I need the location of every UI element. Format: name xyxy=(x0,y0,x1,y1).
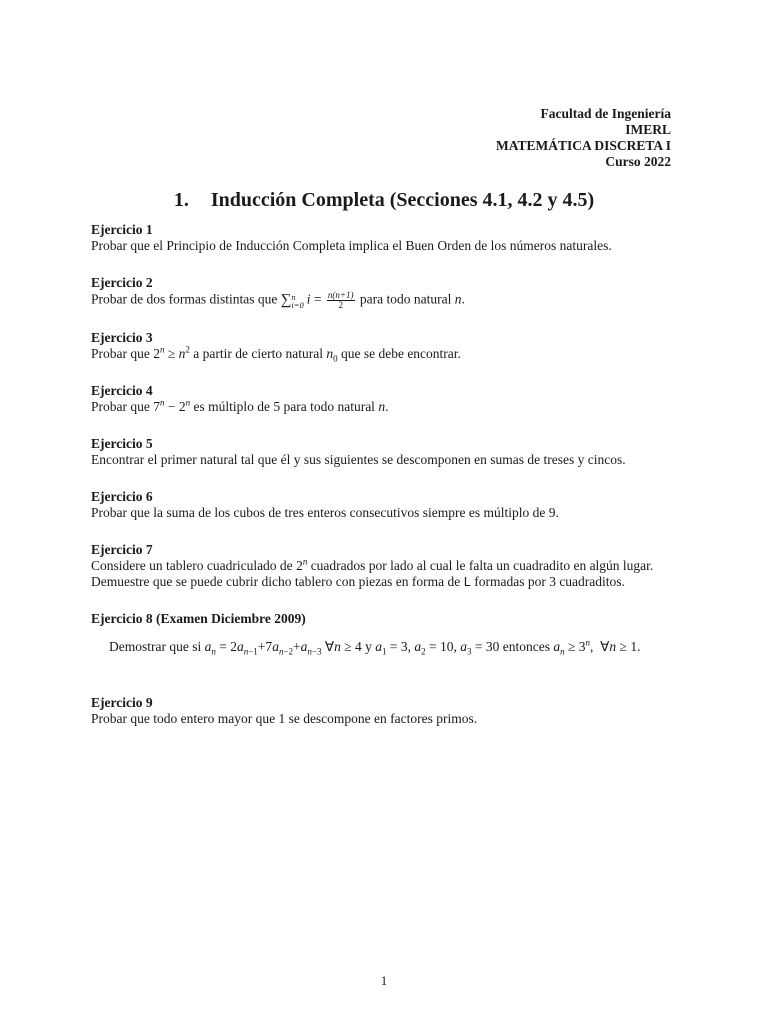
exercise-8 xyxy=(91,611,681,655)
exercise-text-post: formadas por 3 cuadraditos. xyxy=(474,574,625,589)
exercise-text-post: entonces xyxy=(502,639,550,654)
exercise-text-pre: Demuestre que se puede cubrir dicho tablero con piezas en forma de xyxy=(91,574,461,589)
page-number: 1 xyxy=(380,973,388,988)
exercise-text-pre: Demostrar que si xyxy=(109,639,202,654)
exercise-text-pre: Probar que xyxy=(91,399,150,414)
header-faculty: Facultad de Ingeniería xyxy=(540,106,671,121)
exercise-title: Ejercicio 7 xyxy=(91,542,153,557)
exercise-title: Ejercicio 1 xyxy=(91,222,153,237)
header-course: MATEMÁTICA DISCRETA I xyxy=(495,138,671,153)
exercise-title: Ejercicio 6 xyxy=(91,489,153,504)
exercise-5 xyxy=(91,436,681,468)
fraction: $\frac{n(n+1)}{2}$ xyxy=(327,290,354,310)
exercise-text: Probar de dos formas distintas que ∑n i=0 i = $\frac{n(n+1)}{2}$ para todo natural n. xyxy=(91,290,465,310)
exercise-text: Demostrar que si $a_n = 2a_{n-1}+7a_{n-2}+a_{n-3}$ ∀n ≥ 4 y $a_1 = 3$, $a_2 = 10$, $a_3 = 30$ entonces $a_n \ge 3^n$, ∀n ≥ 1. xyxy=(109,637,641,657)
exercise-title: Ejercicio 4 xyxy=(91,383,153,398)
exercise-text-post: para todo natural xyxy=(359,291,452,307)
exercise-9 xyxy=(91,695,681,727)
exercise-title: Ejercicio 3 xyxy=(91,330,153,345)
exercise-4 xyxy=(91,383,681,415)
exercise-text: Probar que el Principio de Inducción Completa implica el Buen Orden de los números naturales. xyxy=(91,238,612,253)
exercise-6 xyxy=(91,489,681,521)
exercise-7 xyxy=(91,542,681,590)
course-header xyxy=(496,106,671,170)
exercise-1 xyxy=(91,222,681,254)
section-title xyxy=(0,189,768,212)
section-number: 1. xyxy=(173,189,189,211)
exercise-text-post: es múltiplo de 5 para todo natural xyxy=(193,399,375,414)
sum-limits: n i=0 xyxy=(291,291,304,310)
exercise-text-post: cuadrados por lado al cual le falta un cuadradito en algún lugar. xyxy=(310,558,654,573)
exercise-text: Probar que la suma de los cubos de tres enteros consecutivos siempre es múltiplo de 9. xyxy=(91,505,559,520)
exercise-text-post: a partir de cierto natural xyxy=(193,346,323,361)
exercise-text-pre: Considere un tablero cuadriculado de xyxy=(91,558,293,573)
l-piece-letter: L xyxy=(463,575,471,589)
exercise-title: Ejercicio 9 xyxy=(91,695,153,710)
section-title-text: Inducción Completa (Secciones 4.1, 4.2 y 4.5) xyxy=(210,189,595,211)
exercise-text-line2 xyxy=(91,574,681,590)
exercise-text: Probar que $7^n - 2^n$ es múltiplo de 5 para todo natural n. xyxy=(91,397,389,414)
exercise-title: Ejercicio 5 xyxy=(91,436,153,451)
exercise-text-pre: Probar de dos formas distintas que xyxy=(91,291,278,307)
exercise-title: Ejercicio 2 xyxy=(91,275,153,290)
header-institute: IMERL xyxy=(625,122,671,137)
sum-symbol: ∑ xyxy=(280,291,292,308)
exercise-text: Encontrar el primer natural tal que él y sus siguientes se descomponen en sumas de treses y cincos. xyxy=(91,452,626,467)
exercise-text: Probar que todo entero mayor que 1 se descompone en factores primos. xyxy=(91,711,478,726)
exercise-text-pre: Probar que xyxy=(91,346,150,361)
exercise-text: Considere un tablero cuadriculado de 2$^n$ cuadrados por lado al cual le falta un cuadradito en algún lugar. xyxy=(91,556,654,573)
header-year: Curso 2022 xyxy=(605,154,671,169)
exercise-title: Ejercicio 8 (Examen Diciembre 2009) xyxy=(91,611,306,626)
exercise-text-post2: que se debe encontrar. xyxy=(340,346,461,361)
exercise-2 xyxy=(91,275,681,310)
exercise-text-mid: y xyxy=(365,639,372,654)
exercise-3 xyxy=(91,330,681,362)
exercise-text: Probar que $2^n \ge n^2$ a partir de cierto natural $n_0$ que se debe encontrar. xyxy=(91,344,461,364)
